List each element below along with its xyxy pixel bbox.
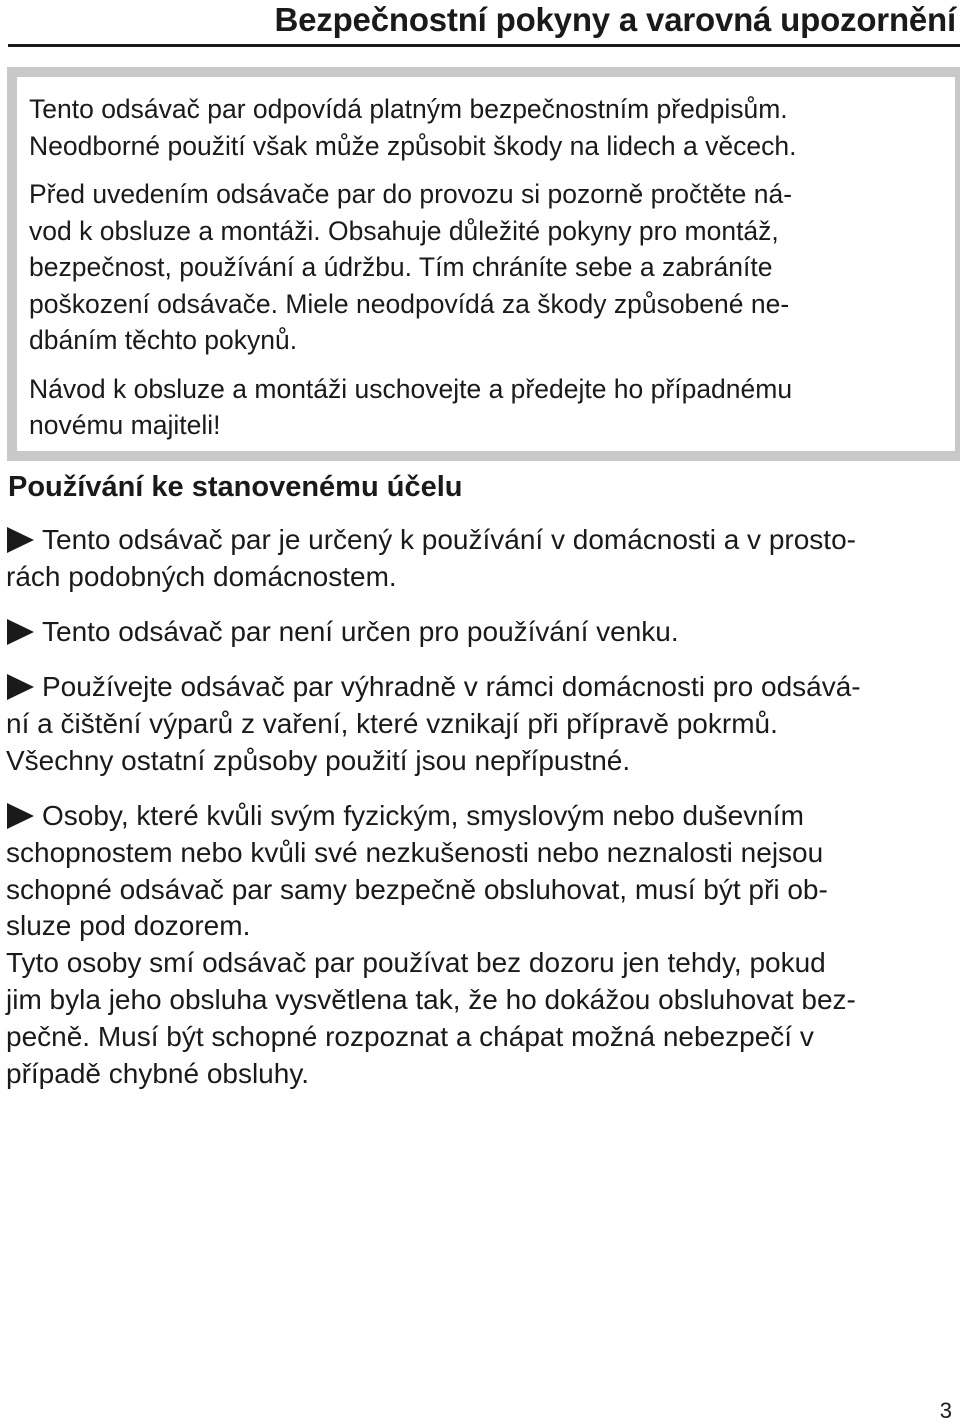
bullet-line xyxy=(6,614,679,651)
page-title: Bezpečnostní pokyny a varovná upozornění xyxy=(274,1,956,38)
bullet-paragraph-4 xyxy=(6,798,856,1092)
bullet-text: Používejte odsávač par výhradně v rámci domácnosti pro odsává- xyxy=(42,671,861,702)
bullet-text: Osoby, které kvůli svým fyzickým, smyslovým nebo duševním xyxy=(42,800,804,831)
bullet-continuation: sluze pod dozorem. xyxy=(6,910,251,942)
warning-text-line: bezpečnost, používání a údržbu. Tím chráníte sebe a zabráníte xyxy=(29,252,773,282)
bullet-continuation: Tyto osoby smí odsávač par používat bez dozoru jen tehdy, pokud xyxy=(6,947,826,979)
warning-text-line: dbáním těchto pokynů. xyxy=(29,325,298,355)
warning-text-line: vod k obsluze a montáži. Obsahuje důležité pokyny pro montáž, xyxy=(29,215,779,246)
bullet-text: Tento odsávač par je určený k používání v domácnosti a v prosto- xyxy=(42,524,856,555)
bullet-triangle-icon xyxy=(7,527,34,553)
bullet-text: Tento odsávač par není určen pro používání venku. xyxy=(42,616,679,647)
section-heading: Používání ke stanovenému účelu xyxy=(8,471,463,503)
bullet-continuation: ní a čištění výparů z vaření, které vznikají při přípravě pokrmů. xyxy=(6,707,778,739)
header-divider xyxy=(8,44,960,47)
bullet-paragraph-3 xyxy=(6,669,861,779)
warning-text-line: Před uvedením odsávače par do provozu si pozorně pročtěte ná- xyxy=(29,179,793,209)
bullet-paragraph-2 xyxy=(6,614,679,651)
bullet-triangle-icon xyxy=(7,803,34,829)
bullet-triangle-icon xyxy=(7,619,34,645)
bullet-continuation: schopnostem nebo kvůli své nezkušenosti nebo neznalosti nejsou xyxy=(6,836,824,868)
bullet-continuation: případě chybné obsluhy. xyxy=(6,1057,310,1089)
bullet-triangle-icon xyxy=(7,674,34,700)
bullet-line xyxy=(6,522,856,559)
safety-warning-box xyxy=(7,67,960,461)
bullet-continuation: Všechny ostatní způsoby použití jsou nepřípustné. xyxy=(6,744,631,776)
page-number: 3 xyxy=(939,1398,952,1423)
warning-text-line: Neodborné použití však může způsobit škody na lidech a věcech. xyxy=(29,130,797,161)
bullet-continuation: jim byla jeho obsluha vysvětlena tak, že ho dokážou obsluhovat bez- xyxy=(6,983,856,1015)
bullet-line xyxy=(6,798,856,835)
warning-text-line: poškození odsávače. Miele neodpovídá za škody způsobené ne- xyxy=(29,288,790,319)
bullet-continuation: schopné odsávač par samy bezpečně obsluhovat, musí být při ob- xyxy=(6,873,828,905)
bullet-line xyxy=(6,669,861,706)
warning-text-line: Tento odsávač par odpovídá platným bezpečnostním předpisům. xyxy=(29,94,788,124)
bullet-paragraph-1 xyxy=(6,522,856,596)
warning-text-line: Návod k obsluze a montáži uschovejte a předejte ho případnému xyxy=(29,373,793,404)
bullet-continuation: rách podobných domácnostem. xyxy=(6,560,397,592)
warning-text-line: novému majiteli! xyxy=(29,410,221,440)
bullet-continuation: pečně. Musí být schopné rozpoznat a chápat možná nebezpečí v xyxy=(6,1020,814,1052)
